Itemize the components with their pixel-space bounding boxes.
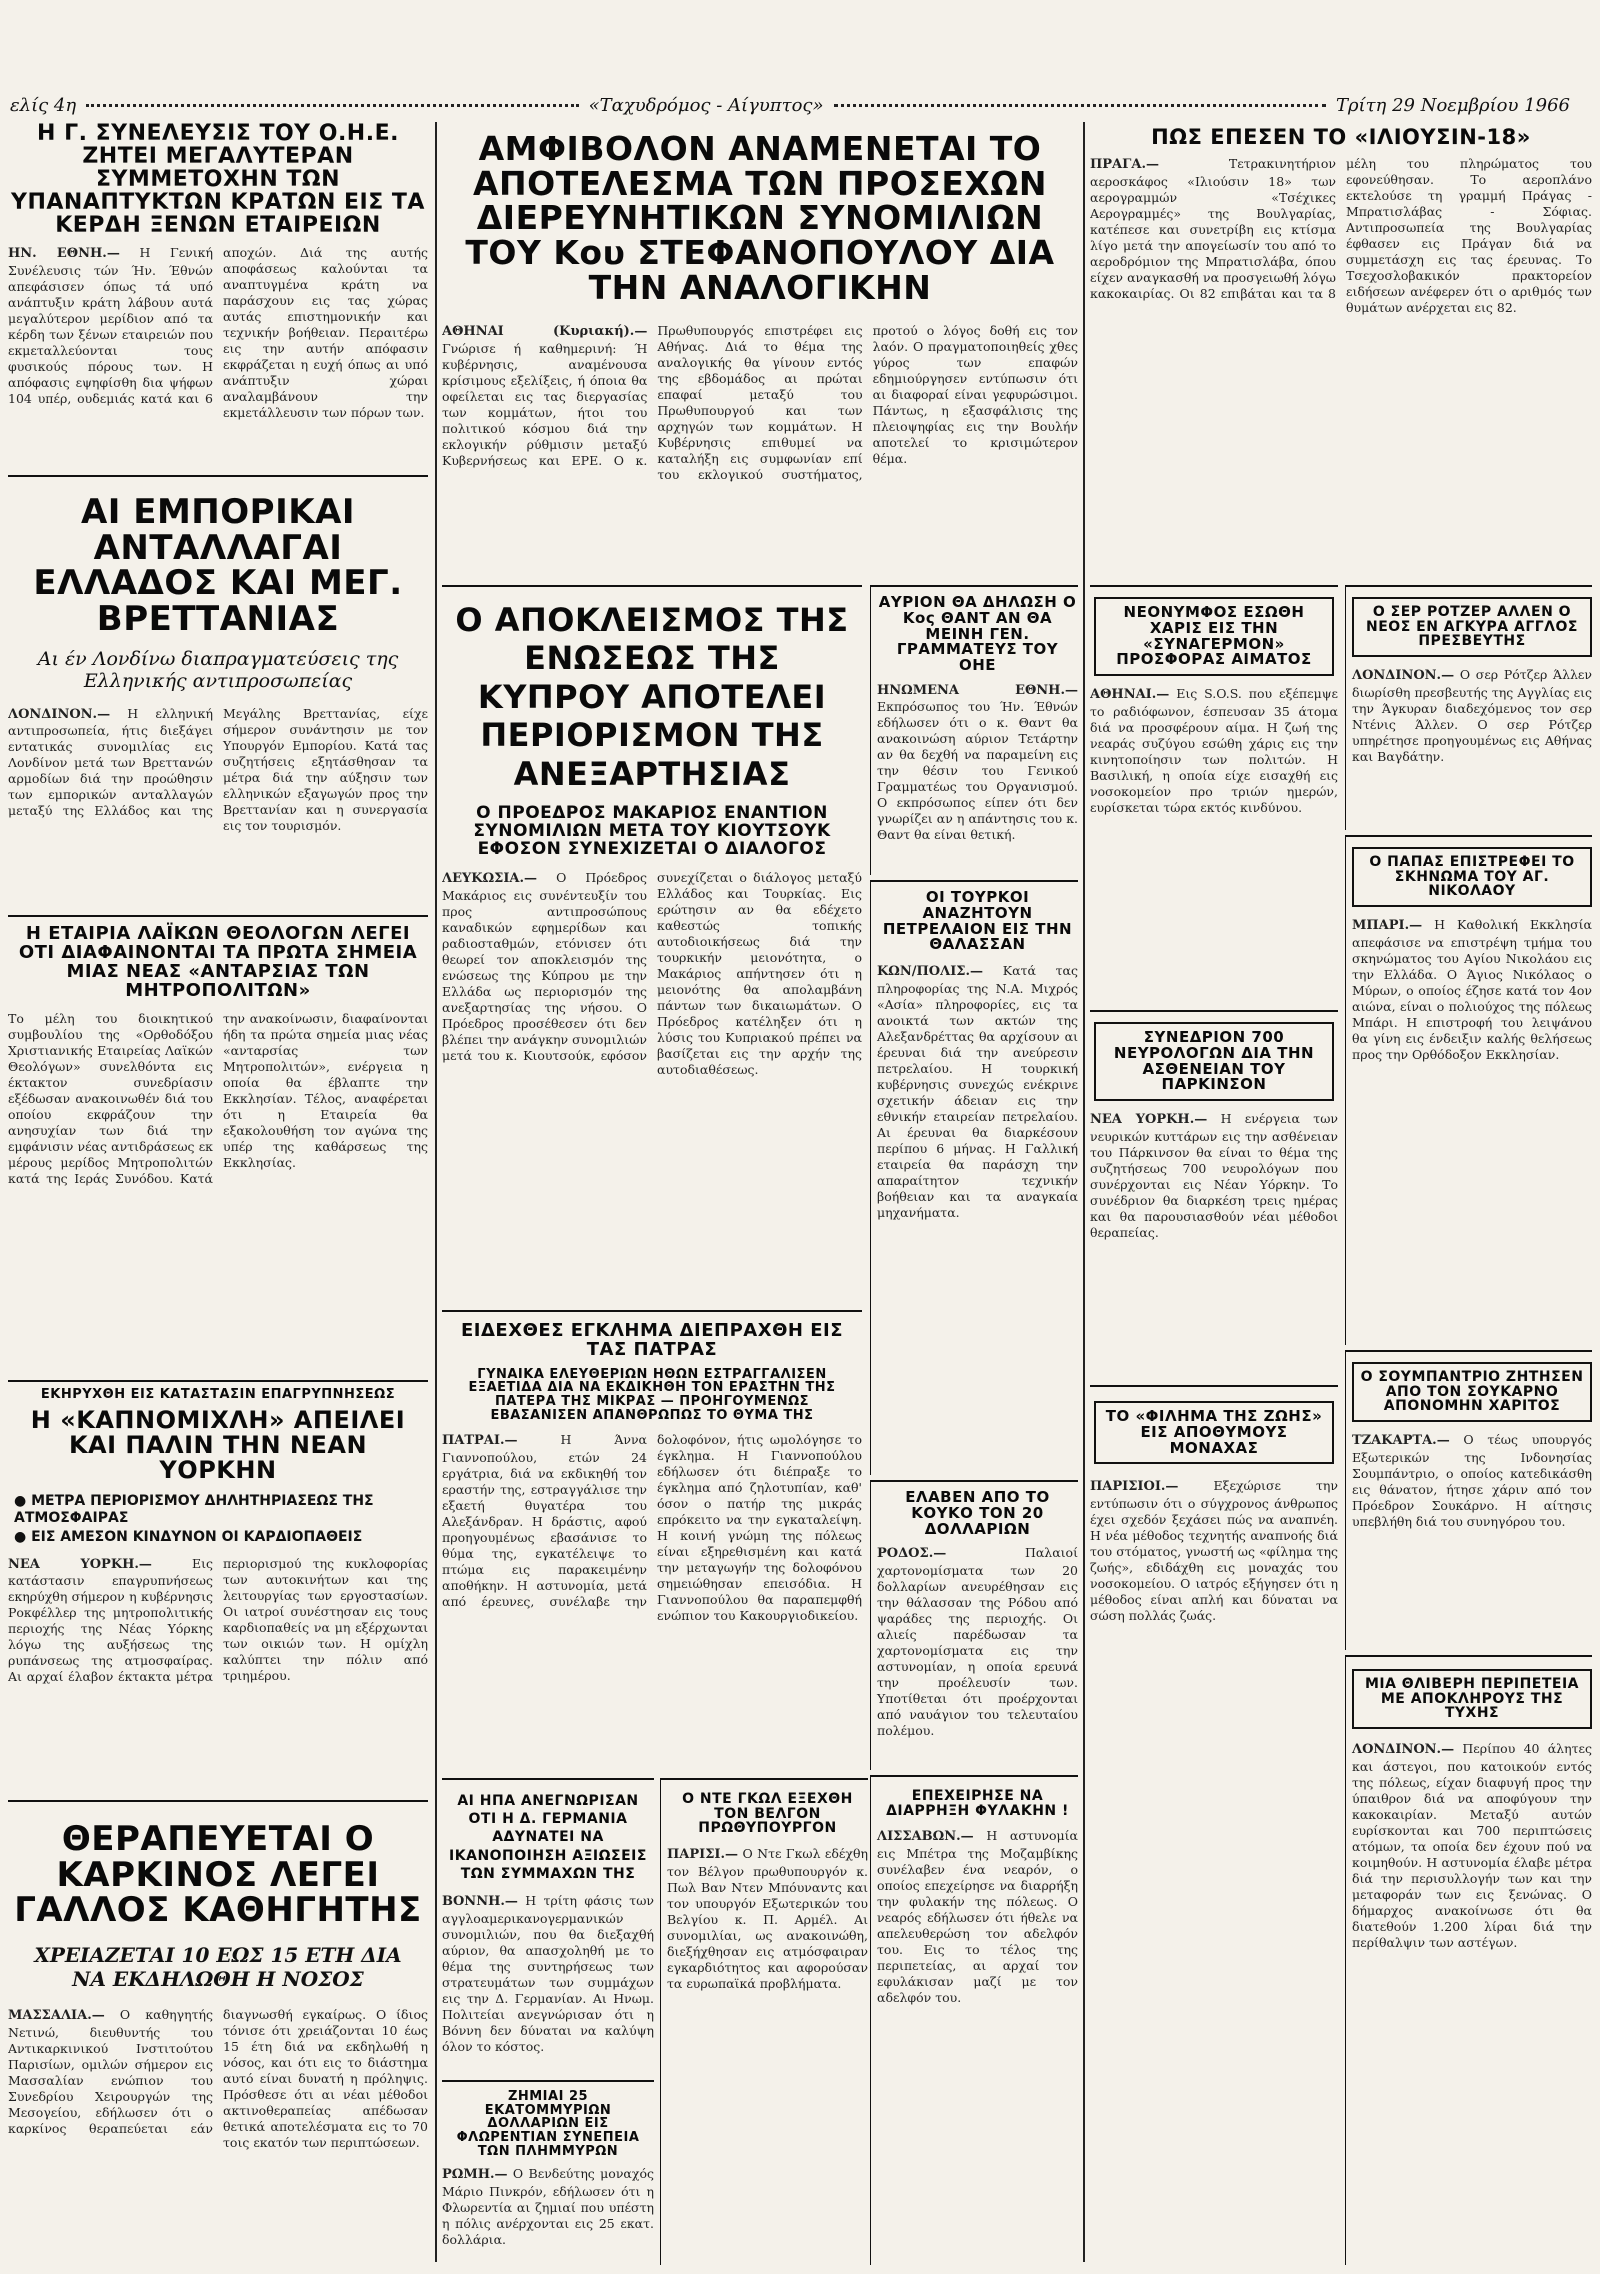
dateline: ΛΟΝΔΙΝΟΝ.— xyxy=(8,706,111,722)
headline: Ο ΣΕΡ ΡΟΤΖΕΡ ΑΛΛΕΝ Ο ΝΕΟΣ ΕΝ ΑΓΚΥΡΑ ΑΓΓΛΟΣ ΠΡΕΣΒΕΥΤΗΣ xyxy=(1352,597,1592,657)
article-text: Ο σερ Ρότζερ Άλλεν διωρίσθη πρεσβευτής της Αγγλίας εις την Άγκυραν διαδεχόμενος τον σερ Ντένις Άλλεν. Ο σερ Ρότζερ υπηρέτησε προηγουμένως εις Αθήνας και Βαγδάτην. xyxy=(1352,667,1592,764)
article-body xyxy=(1352,667,1592,765)
article-body xyxy=(1090,1111,1338,1241)
article-text: Παλαιοί χαρτονομίσματα των 20 δολλαρίων ανευρέθησαν εις την θάλασσαν της Ρόδου από ψαράδες της περιοχής. Οι αλιείς παρέδωσαν τα χαρτονομίσματα εις την αστυνομίαν, η οποία ερευνά την προέλευσίν των. Υποτίθεται ότι προέρχονται από ναυάγιον του τελευταίου πολέμου. xyxy=(877,1545,1078,1738)
dateline: ΛΟΝΔΙΝΟΝ.— xyxy=(1352,1742,1455,1758)
article-neonymfos xyxy=(1090,585,1338,1007)
article-apokleismos xyxy=(442,585,862,1307)
article-text: Η τρίτη φάσις των αγγλοαμερικανογερμανικών συνομιλιών, που θα διεξαχθή αύριον, θα απασχοληθή με το θέμα της συντηρήσεως των στρατευμάτων των συμμάχων εις την Δ. Γερμανίαν. Αι Ηνωμ. Πολιτείαι ανεγνώρισαν ότι η Βόννη δεν δύναται να καλύψη όλον το κόστος. xyxy=(442,1892,654,2054)
dateline: ΠΡΑΓΑ.— xyxy=(1090,157,1159,173)
headline: ΕΙΔΕΧΘΕΣ ΕΓΚΛΗΜΑ ΔΙΕΠΡΑΧΘΗ ΕΙΣ ΤΑΣ ΠΑΤΡΑΣ xyxy=(461,1320,843,1360)
article-kapnomixli xyxy=(8,1380,428,1792)
article-ntegkol xyxy=(660,1778,868,2265)
article-papas xyxy=(1345,835,1592,1345)
headline: Ο ΝΤΕ ΓΚΩΛ ΕΞΕΧΘΗ ΤΟΝ ΒΕΛΓΟΝ ΠΡΩΘΥΠΟΥΡΓΟΝ xyxy=(682,1791,853,1837)
article-body xyxy=(8,706,428,834)
article-text: Τετρακινητήριον αεροσκάφος «Ιλιούσιν 18» των αερογραμμών «Τσέχικες Αερογραμμές» της Βουλγαρίας, κατέπεσε και συνετρίβη εις κτίσμα λίγο μετά την απογείωσίν του από το αεροδρόμιον της Μπρατισλάβα, όπου είχεν αναγκασθή να προσγειωθή λόγω κακοκαιρίας. Οι 82 επιβάται και τα 8 μέλη του πληρώματος του εφονεύθησαν. Το αεροπλάνο εκτελούσε τη γραμμή Πράγας - Μπρατισλάβας - Σόφιας. Αντιπροσωπεία της Βουλγαρίας έφθασεν εις Πράγαν διά να συμμετάσχη εις τας έρευνας. Το Τσεχοσλοβακικόν πρακτορείον ειδήσεων ανέφερεν ότι ο αριθμός των θυμάτων ανέρχεται εις 82. xyxy=(1090,156,1592,316)
headline: Ο ΣΟΥΜΠΑΝΤΡΙΟ ΖΗΤΗΣΕΝ ΑΠΟ ΤΟΝ ΣΟΥΚΑΡΝΟ ΑΠΟΝΟΜΗΝ ΧΑΡΙΤΟΣ xyxy=(1352,1362,1592,1422)
dateline: ΑΘΗΝΑΙ.— xyxy=(1090,687,1170,702)
article-body xyxy=(877,963,1078,1221)
article-synedrion xyxy=(1090,1010,1338,1382)
article-etairia xyxy=(8,915,428,1377)
bullet-item: ● ΕΙΣ ΑΜΕΣΟΝ ΚΙΝΔΥΝΟΝ ΟΙ ΚΑΡΔΙΟΠΑΘΕΙΣ xyxy=(14,1528,363,1545)
headline: ΑΥΡΙΟΝ ΘΑ ΔΗΛΩΣΗ Ο Κος ΘΑΝΤ ΑΝ ΘΑ ΜΕΙΝΗ ΓΕΝ. ΓΡΑΜΜΑΤΕΥΣ ΤΟΥ ΟΗΕ xyxy=(878,593,1077,674)
article-text: Εκπρόσωπος του Ήν. Έθνών εδήλωσεν ότι ο κ. Θαντ θα ανακοινώση αύριον Τετάρτην αν θα δεχθή να παραμείνη εις την θέσιν του Γενικού Γραμματέως του Οργανισμού. Ο εκπρόσωπος είπεν ότι δεν γνωρίζει αν η απάντησις του κ. Θαντ θα είναι θετική. xyxy=(877,699,1078,843)
article-epexeirise xyxy=(870,1775,1078,2265)
dateline: ΜΠΑΡΙ.— xyxy=(1352,918,1423,934)
kicker: ΕΚΗΡΥΧΘΗ ΕΙΣ ΚΑΤΑΣΤΑΣΙΝ ΕΠΑΓΡΥΠΝΗΣΕΩΣ xyxy=(40,1387,396,1402)
article-zimiai xyxy=(442,2080,654,2267)
headline: ΑΙ ΗΠΑ ΑΝΕΓΝΩΡΙΣΑΝ ΟΤΙ Η Δ. ΓΕΡΜΑΝΙΑ ΑΔΥΝΑΤΕΙ ΝΑ ΙΚΑΝΟΠΟΙΗΣΗ ΑΞΙΩΣΕΙΣ ΤΩΝ ΣΥΜΜΑΧΩΝ ΤΗΣ xyxy=(449,1793,647,1882)
bullet-text: ΕΙΣ ΑΜΕΣΟΝ ΚΙΝΔΥΝΟΝ ΟΙ ΚΑΡΔΙΟΠΑΘΕΙΣ xyxy=(31,1528,363,1545)
headline: ΠΩΣ ΕΠΕΣΕΝ ΤΟ «ΙΛΙΟΥΣΙΝ-18» xyxy=(1151,125,1531,149)
article-body xyxy=(667,1846,868,1992)
article-body xyxy=(1090,686,1338,816)
article-body xyxy=(442,1893,654,2055)
article-text: Εις S.O.S. που εξέπεμψε το ραδιόφωνον, έσπευσαν 35 άτομα διά να προσφέρουν αίμα. Η ζωή της νεαράς συζύγου εσώθη χάρις εις την κινητοποίησιν των πολιτών. Η Βασιλική, η οποία είχε εισαχθή εις νοσοκομείον προ τριών ημερών, ευρίσκεται τώρα εκτός κινδύνου. xyxy=(1090,686,1338,815)
article-text: Η Άννα Γιαννοπούλου, ετών 24 εργάτρια, διά να εκδικηθή τον εραστήν της, εστραγγάλισε την εξαετή θυγατέρα του Αλεξάνδραν. Η δράστις, αφού προηγουμένως εβασάνισε το θύμα της, εγκατέλειψε το πτώμα εις παρακειμένην αποθήκην. Η αστυνομία, μετά από έρευνες, συνέλαβε την δολοφόνον, ήτις ωμολόγησε το έγκλημα. Η Γιαννοπούλου εδήλωσεν ότι διέπραξε το έγκλημα από ζηλοτυπίαν, καθ' όσον ο πατήρ της μικράς επρόκειτο να την εγκαταλείψη. Η κοινή γνώμη της πόλεως είναι εξηρεθισμένη και κατά την μεταγωγήν της δολοφόνου σημειώθησαν επεισόδια. Η Γιαννοπούλου θα παραπεμφθή ενώπιον του Κακουργιοδικείου. xyxy=(442,1432,862,1624)
article-body xyxy=(442,870,862,1078)
dateline: ΛΟΝΔΙΝΟΝ.— xyxy=(1352,668,1455,684)
article-elaben xyxy=(870,1480,1078,1770)
headline: Η ΕΤΑΙΡΙΑ ΛΑΪΚΩΝ ΘΕΟΛΟΓΩΝ ΛΕΓΕΙ ΟΤΙ ΔΙΑΦΑΙΝΟΝΤΑΙ ΤΑ ΠΡΩΤΑ ΣΗΜΕΙΑ ΜΙΑΣ ΝΕΑΣ «ΑΝΤΑΡΣΙΑΣ ΤΩΝ ΜΗΤΡΟΠΟΛΙΤΩΝ» xyxy=(18,923,418,1001)
article-text: Ο τέως υπουργός Εξωτερικών της Ινδονησίας Σουμπάντριο, ο οποίος κατεδικάσθη εις θάνατον, ήτησε χάριν από τον Πρόεδρον Σουκάρνο. Η αίτησις υπεβλήθη διά του συνηγόρου του. xyxy=(1352,1432,1592,1529)
article-body xyxy=(877,1545,1078,1739)
article-ser xyxy=(1345,585,1592,830)
headline: Η Γ. ΣΥΝΕΛΕΥΣΙΣ ΤΟΥ Ο.Η.Ε. ΖΗΤΕΙ ΜΕΓΑΛΥΤΕΡΑΝ ΣΥΜΜΕΤΟΧΗΝ ΤΩΝ ΥΠΑΝΑΠΤΥΚΤΩΝ ΚΡΑΤΩΝ ΕΙΣ ΤΑ ΚΕΡΔΗ ΞΕΝΩΝ ΕΤΑΙΡΕΙΩΝ xyxy=(11,122,425,239)
dateline: ΑΘΗΝΑΙ (Κυριακή).— xyxy=(442,324,648,340)
dateline: ΤΖΑΚΑΡΤΑ.— xyxy=(1352,1433,1450,1449)
headline: ΟΙ ΤΟΥΡΚΟΙ ΑΝΑΖΗΤΟΥΝ ΠΕΤΡΕΛΑΙΟΝ ΕΙΣ ΤΗΝ ΘΑΛΑΣΣΑΝ xyxy=(882,888,1073,954)
article-text: Ο καθηγητής Νετινώ, διευθυντής του Αντικαρκινικού Ινστιτούτου Παρισίων, ομιλών σήμερον εις Μασσαλίαν ενώπιον του Συνεδρίου Χειρουργών της Μεσογείου, εδήλωσεν ότι ο καρκίνος θεραπεύεται εάν διαγνωσθή εγκαίρως. Ο ίδιος τόνισε ότι χρειάζονται 10 έως 15 έτη διά να εκδηλωθή η νόσος, και ότι εις το διάστημα αυτό είναι δυνατή η πρόληψις. Πρόσθεσε ότι αι νέαι μέθοδοι ακτινοθεραπείας απέδωσαν θετικά αποτελέσματα εις το 70 τοις εκατόν των περιπτώσεων. xyxy=(8,2007,428,2151)
article-text: Περίπου 40 άλητες και άστεγοι, που κατοικούν εντός της πόλεως, είχαν διαφυγή προς την ύπαιθρον διά να αποφύγουν την κακοκαιρίαν. Μεταξύ αυτών ευρίσκονται και 700 περιπτώσεις ατόμων, τα οποία δεν έχουν πού να κοιμηθούν. Η αστυνομία έλαβε μέτρα διά την περισυλλογήν των και την μεταφοράν των εις ξενώνας. Ο δήμαρχος ανακοίνωσε ότι θα διατεθούν 1.200 λίραι διά την περίθαλψιν των αστέγων. xyxy=(1352,1741,1592,1950)
article-body xyxy=(877,682,1078,844)
article-body xyxy=(877,1828,1078,2006)
dateline: ΛΙΣΣΑΒΩΝ.— xyxy=(877,1829,974,1845)
article-filima xyxy=(1090,1385,1338,2267)
headline: ΑΙ ΕΜΠΟΡΙΚΑΙ ΑΝΤΑΛΛΑΓΑΙ ΕΛΛΑΔΟΣ ΚΑΙ ΜΕΓ. ΒΡΕΤΤΑΝΙΑΣ xyxy=(33,492,403,640)
article-text: Κατά τας πληροφορίας της Ν.Α. Μιχρός «Ασία» πληροφορίες, εις τα ανοικτά των ακτών της Αλεξανδρέττας θα αρχίσουν αι έρευναι διά την ανεύρεσιν πετρελαίου. Η τουρκική κυβέρνησις συνεχώς ενέκρινε σχετικήν άδειαν εις την εθνικήν εταιρείαν πετρελαίου. Αι έρευναι θα διαρκέσουν περίπου 6 μήνας. Η Γαλλική εταιρεία θα παράσχη την απαραίτητον τεχνικήν βοήθειαν και τα αναγκαία μηχανήματα. xyxy=(877,963,1078,1220)
dateline: ΡΩΜΗ.— xyxy=(442,2167,508,2183)
dateline: ΠΑΡΙΣΙΟΙ.— xyxy=(1090,1479,1179,1495)
article-body xyxy=(442,2166,654,2248)
headline: ΜΙΑ ΘΛΙΒΕΡΗ ΠΕΡΙΠΕΤΕΙΑ ΜΕ ΑΠΟΚΛΗΡΟΥΣ ΤΗΣ ΤΥΧΗΣ xyxy=(1352,1669,1592,1729)
article-body xyxy=(1090,1478,1338,1624)
subheadline: Αι έν Λονδίνω διαπραγματεύσεις της Ελληνικής αντιπροσωπείας xyxy=(37,647,399,692)
headline: ΘΕΡΑΠΕΥΕΤΑΙ Ο ΚΑΡΚΙΝΟΣ ΛΕΓΕΙ ΓΑΛΛΟΣ ΚΑΘΗΓΗΤΗΣ xyxy=(14,1819,422,1931)
article-body xyxy=(8,2007,428,2151)
article-text: Η ελληνική αντιπροσωπεία, ήτις διεξάγει εντατικάς συνομιλίας εις Λονδίνον μετά των Βρεττανών αρμοδίων διά την προώθησιν των εμπορικών ανταλλαγών μεταξύ της Ελλάδος και της Μεγάλης Βρεττανίας, είχε σήμερον συνάντησιν με τον Υπουργόν Εμπορίου. Κατά τας συζητήσεις εξητάσθησαν τα μέτρα διά την αύξησιν των ελληνικών εξαγωγών προς την Βρεττανίαν και η συνεργασία εις τον τουρισμόν. xyxy=(8,705,428,833)
article-text: Εις κατάστασιν επαγρυπνήσεως εκηρύχθη σήμερον η κυβέρνησις Ροκφέλλερ της μητροπολιτικής περιοχής της Νέας Υόρκης λόγω της αυξήσεως της ρυπάνσεως της ατμοσφαίρας. Αι αρχαί έλαβον έκτακτα μέτρα περιορισμού της κυκλοφορίας των αυτοκινήτων και της λειτουργίας των εργοστασίων. Οι ιατροί συνέστησαν εις τους καρδιοπαθείς να μη εξέρχωνται των οικιών των. Η ομίχλη καλύπτει την πόλιν από τριημέρου. xyxy=(8,1555,428,1685)
headline: ΑΜΦΙΒΟΛΟΝ ΑΝΑΜΕΝΕΤΑΙ ΤΟ ΑΠΟΤΕΛΕΣΜΑ ΤΩΝ ΠΡΟΣΕΧΩΝ ΔΙΕΡΕΥΝΗΤΙΚΩΝ ΣΥΝΟΜΙΛΙΩΝ ΤΟΥ Κου ΣΤΕΦΑΝΟΠΟΥΛΟΥ ΔΙΑ ΤΗΝ ΑΝΑΛΟΓΙΚΗΝ xyxy=(465,129,1055,307)
masthead xyxy=(10,92,1570,118)
article-eidexthes xyxy=(442,1310,862,1772)
dateline: ΝΕΑ ΥΟΡΚΗ.— xyxy=(8,1556,152,1572)
article-pos xyxy=(1090,122,1592,577)
subheadline: ΓΥΝΑΙΚΑ ΕΛΕΥΘΕΡΙΩΝ ΗΘΩΝ ΕΣΤΡΑΓΓΑΛΙΣΕΝ ΕΞΑΕΤΙΔΑ ΔΙΑ ΝΑ ΕΚΔΙΚΗΘΗ ΤΟΝ ΕΡΑΣΤΗΝ ΤΗΣ ΠΑΤΕΡΑ ΤΗΣ ΜΙΚΡΑΣ — ΠΡΟΗΓΟΥΜΕΝΩΣ ΕΒΑΣΑΝΙΣΕΝ ΑΠΑΝΘΡΩΠΩΣ ΤΟ ΘΥΜΑ ΤΗΣ xyxy=(468,1366,836,1423)
column-rule xyxy=(435,122,437,2262)
article-text: Ο Βενδεύτης μοναχός Μάριο Πινκρόν, εδήλωσεν ότι η Φλωρεντία αι ζημιαί που υπέστη η πόλις ανέρχονται εις 25 εκατ. δολλάρια. xyxy=(442,2166,654,2247)
dotted-rule xyxy=(834,104,1326,107)
article-text: Το μέλη του διοικητικού συμβουλίου της «Ορθοδόξου Χριστιανικής Εταιρείας Λαϊκών Θεολόγων» συνελθόντα εις έκτακτον συνεδρίασιν εξέδωσαν ανακοινωθέν διά του οποίου εκφράζουν την ανησυχίαν των διά την εμφάνισιν νέας αντιδράσεως εκ μέρους μερίδος Μητροπολιτών κατά της Ιεράς Συνόδου. Κατά την ανακοίνωσιν, διαφαίνονται ήδη τα πρώτα σημεία μιας νέας «ανταρσίας των Μητροπολιτών», ενέργεια η οποία θα έβλαπτε την Εκκλησίαν. Τέλος, αναφέρεται ότι η Εταιρεία θα εξακολουθήση τον αγώνα της υπέρ της καθάρσεως της Εκκλησίας. xyxy=(8,1010,428,1186)
article-therapeuetai xyxy=(8,1800,428,2267)
article-emporikai xyxy=(8,475,428,912)
article-text: Ο Πρόεδρος Μακάριος εις συνέντευξίν του προς αντιπροσώπους καναδικών εφημερίδων και ραδιοσταθμών, ετόνισεν ότι θεωρεί τον αποκλεισμόν της ενώσεως της Κύπρου με την Ελλάδα ως περιορισμόν της ανεξαρτησίας της νήσου. Ο Πρόεδρος προσέθεσεν ότι δεν βλέπει την ανάγκην συνομιλιών μετά του κ. Κιουτσούκ, εφόσον συνεχίζεται ο διάλογος μεταξύ Ελλάδος και Τουρκίας. Εις ερώτησιν αν θα εδέχετο καθεστώς τοπικής αυτοδιοικήσεως διά την τουρκικήν μειονότητα, ο Μακάριος απήντησεν ότι η μειονότης θα απολαμβάνη πάντων των δικαιωμάτων. Ο Πρόεδρος κατέληξεν ότι η λύσις του Κυπριακού πρέπει να βασίζεται εις την αρχήν της αυτοδιαθέσεως. xyxy=(442,870,862,1078)
article-aurion xyxy=(870,585,1078,875)
article-body xyxy=(8,245,428,421)
article-body xyxy=(1352,1432,1592,1530)
article-text: Γνώρισε ή καθημερινή: Ή κυβέρνησις, αναμένουσα κρίσιμους εξελίξεις, ή όποια θα οφείλεται εις τας διεργασίας των κομμάτων, ήτοι του πολιτικού κόσμου διά την εκλογικήν ρύθμισιν μεταξύ Κυβερνήσεως και ΕΡΕ. Ο κ. Πρωθυπουργός επιστρέφει εις Αθήνας. Διά το θέμα της αναλογικής θα γίνουν εντός της εβδομάδος αι πρώται επαφαί μεταξύ του Πρωθυπουργού και των αρχηγών των κομμάτων. Η Κυβέρνησις επιθυμεί να καταλήξη εις συμφωνίαν επί του εκλογικού συστήματος, προτού ο λόγος δοθή εις τον λαόν. Ο πραγματοποιηθείς χθες γύρος των επαφών εδημιούργησεν εντύπωσιν ότι αι διαφοραί είναι γεφυρώσιμοι. Πάντως, η εξασφάλισις της πλειοψηφίας εις την Βουλήν αποτελεί το κρισιμώτερον θέμα. xyxy=(442,323,1078,483)
bullet-item: ● ΜΕΤΡΑ ΠΕΡΙΟΡΙΣΜΟΥ ΔΗΛΗΤΗΡΙΑΣΕΩΣ ΤΗΣ ΑΤΜΟΣΦΑΙΡΑΣ xyxy=(14,1493,374,1526)
newspaper-title: «Ταχυδρόμος - Αίγυπτος» xyxy=(588,94,824,116)
headline: ΕΛΑΒΕΝ ΑΠΟ ΤΟ ΚΟΥΚΟ ΤΟΝ 20 ΔΟΛΛΑΡΙΩΝ xyxy=(905,1488,1050,1538)
article-text: Ο Ντε Γκωλ εδέχθη τον Βέλγον πρωθυπουργόν κ. Πωλ Βαν Ντεν Μπόυναντς και τον υπουργόν Εξωτερικών του Βελγίου κ. Π. Αρμέλ. Αι συνομιλίαι, ως ανακοινώθη, διεξήχθησαν εις ατμόσφαιραν εγκαρδιότητος και αφορούσαν τα ευρωπαϊκά προβλήματα. xyxy=(667,1846,868,1991)
article-body xyxy=(8,1556,428,1686)
page-number: ελίς 4η xyxy=(10,94,77,116)
dateline: ΜΑΣΣΑΛΙΑ.— xyxy=(8,2008,105,2024)
dateline: ΠΑΡΙΣΙ.— xyxy=(667,1847,739,1863)
headline: ΝΕΟΝΥΜΦΟΣ ΕΣΩΘΗ ΧΑΡΙΣ ΕΙΣ ΤΗΝ «ΣΥΝΑΓΕΡΜΟΝ» ΠΡΟΣΦΟΡΑΣ ΑΙΜΑΤΟΣ xyxy=(1094,597,1334,676)
headline: ΕΠΕΧΕΙΡΗΣΕ ΝΑ ΔΙΑΡΡΗΞΗ ΦΥΛΑΚΗΝ ! xyxy=(886,1788,1069,1819)
article-text: Η Καθολική Εκκλησία απεφάσισε να επιστρέψη τμήμα του σκηνώματος του Αγίου Νικολάου εις την Ελλάδα. Ο Άγιος Νικόλαος ο Μύρων, ο οποίος έζησε κατά τον 4ον αιώνα, είναι ο πολιούχος της πόλεως Μπάρι. Η επιστροφή του λειψάνου θα γίνη εις ένδειξιν καλής θελήσεως προς την Ορθόδοξον Εκκλησίαν. xyxy=(1352,917,1592,1062)
headline: ΤΟ «ΦΙΛΗΜΑ ΤΗΣ ΖΩΗΣ» ΕΙΣ ΑΠΟΘΥΜΟΥΣ ΜΟΝΑΧΑΣ xyxy=(1094,1401,1334,1464)
article-body xyxy=(1352,917,1592,1063)
headline: ΖΗΜΙΑΙ 25 ΕΚΑΤΟΜΜΥΡΙΩΝ ΔΟΛΛΑΡΙΩΝ ΕΙΣ ΦΛΩΡΕΝΤΙΑΝ ΣΥΝΕΠΕΙΑ ΤΩΝ ΠΛΗΜΜΥΡΩΝ xyxy=(456,2089,640,2159)
article-text: Εξεχώρισε την εντύπωσιν ότι ο σύγχρονος άνθρωπος έχει σχεδόν ξεχάσει πώς να αναπνέη. Η νέα μέθοδος τεχνητής αναπνοής διά του στόματος, γνωστή ως «φίλημα της ζωής», εδιδάχθη εις μοναχάς του νοσοκομείου. Ο ιατρός εξήγησεν ότι η μέθοδος είναι απλή και δύναται να σώση πολλάς ζωάς. xyxy=(1090,1478,1338,1623)
bullet-text: ΜΕΤΡΑ ΠΕΡΙΟΡΙΣΜΟΥ ΔΗΛΗΤΗΡΙΑΣΕΩΣ ΤΗΣ ΑΤΜΟΣΦΑΙΡΑΣ xyxy=(14,1493,374,1526)
dateline: ΛΕΥΚΩΣΙΑ.— xyxy=(442,871,538,887)
article-body xyxy=(442,1432,862,1624)
dateline: ΒΟΝΝΗ.— xyxy=(442,1893,518,1909)
dateline: ΝΕΑ ΥΟΡΚΗ.— xyxy=(1090,1112,1208,1127)
article-souxarno xyxy=(1345,1350,1592,1650)
dateline: ΠΑΤΡΑΙ.— xyxy=(442,1433,518,1449)
article-text: Η ενέργεια των νευρικών κυττάρων εις την ασθένειαν του Πάρκινσον θα είναι το θέμα της συζητήσεως 700 νευρολόγων που συνέρχονται εις Νέαν Υόρκην. Το συνέδριον θα διαρκέση τρεις ημέρας και θα παρουσιασθούν νέαι μέθοδοι θεραπείας. xyxy=(1090,1111,1338,1240)
article-text: Η Γενική Συνέλευσις τών Ήν. Έθνών απεφάσισεν όπως τά υπό ανάπτυξιν κράτη λάβουν αυτά μεγαλύτερον μερίδιον από τα κέρδη των ξένων εταιρειών που εκμεταλλεύονται τους φυσικούς πόρους των. Η απόφασις εψηφίσθη δια ψήφων 104 υπέρ, ουδεμιάς κατά και 6 αποχών. Διά της αυτής αποφάσεως καλούνται τα αναπτυγμένα κράτη να παράσχουν εις τας χώρας αυτάς επιστημονικήν και τεχνικήν βοήθειαν. Περαιτέρω εις την αυτήν απόφασιν εκφράζεται η ευχή όπως αι υπό ανάπτυξιν χώραι αναλαμβάνουν την εκμετάλλευσιν των πόρων των. xyxy=(8,245,428,421)
subheadline: ΧΡΕΙΑΖΕΤΑΙ 10 ΕΩΣ 15 ΕΤΗ ΔΙΑ ΝΑ ΕΚΔΗΛΩΘΗ Η ΝΟΣΟΣ xyxy=(34,1943,402,1992)
article-tourkoi xyxy=(870,880,1078,1475)
article-body xyxy=(1090,156,1592,316)
article-thiveri xyxy=(1345,1655,1592,2265)
dateline: ΡΟΔΟΣ.— xyxy=(877,1546,947,1562)
article-text: Η αστυνομία εις Μπέτρα της Μοζαμβίκης συνέλαβεν ένα νεαρόν, ο οποίος επεχείρησε να διαρρήξη την φυλακήν της πόλεως. Ο νεαρός εδήλωσεν ότι ήθελε να απελευθερώση τον αδελφόν του. Εις το τέλος της περιπετείας, αι αρχαί τον εφυλάκισαν μαζί με τον αδελφόν του. xyxy=(877,1828,1078,2005)
dotted-rule xyxy=(86,104,578,107)
column-rule xyxy=(1083,122,1085,2262)
article-amfibolon xyxy=(442,122,1078,577)
headline: ΣΥΝΕΔΡΙΟΝ 700 ΝΕΥΡΟΛΟΓΩΝ ΔΙΑ ΤΗΝ ΑΣΘΕΝΕΙΑΝ ΤΟΥ ΠΑΡΚΙΝΣΟΝ xyxy=(1094,1022,1334,1101)
article-body xyxy=(1352,1741,1592,1951)
headline: Ο ΑΠΟΚΛΕΙΣΜΟΣ ΤΗΣ ΕΝΩΣΕΩΣ ΤΗΣ ΚΥΠΡΟΥ ΑΠΟΤΕΛΕΙ ΠΕΡΙΟΡΙΣΜΟΝ ΤΗΣ ΑΝΕΞΑΡΤΗΣΙΑΣ xyxy=(455,601,849,793)
article-body xyxy=(442,323,1078,483)
dateline: ΚΩΝ/ΠΟΛΙΣ.— xyxy=(877,964,983,979)
issue-date: Τρίτη 29 Νοεμβρίου 1966 xyxy=(1335,94,1570,116)
subheadline: Ο ΠΡΟΕΔΡΟΣ ΜΑΚΑΡΙΟΣ ΕΝΑΝΤΙΟΝ ΣΥΝΟΜΙΛΙΩΝ ΜΕΤΑ ΤΟΥ ΚΙΟΥΤΣΟΥΚ ΕΦΟΣΟΝ ΣΥΝΕΧΙΖΕΤΑΙ Ο ΔΙΑΛΟΓΟΣ xyxy=(473,802,831,859)
headline: Η «ΚΑΠΝΟΜΙΧΛΗ» ΑΠΕΙΛΕΙ ΚΑΙ ΠΑΛΙΝ ΤΗΝ ΝΕΑΝ ΥΟΡΚΗΝ xyxy=(30,1405,406,1485)
headline: Ο ΠΑΠΑΣ ΕΠΙΣΤΡΕΦΕΙ ΤΟ ΣΚΗΝΩΜΑ ΤΟΥ ΑΓ. ΝΙΚΟΛΑΟΥ xyxy=(1352,847,1592,907)
dateline: ΗΝΩΜΕΝΑ ΕΘΝΗ.— xyxy=(877,682,1078,698)
dateline: ΗΝ. ΕΘΝΗ.— xyxy=(8,246,120,262)
article-oie xyxy=(8,122,428,467)
